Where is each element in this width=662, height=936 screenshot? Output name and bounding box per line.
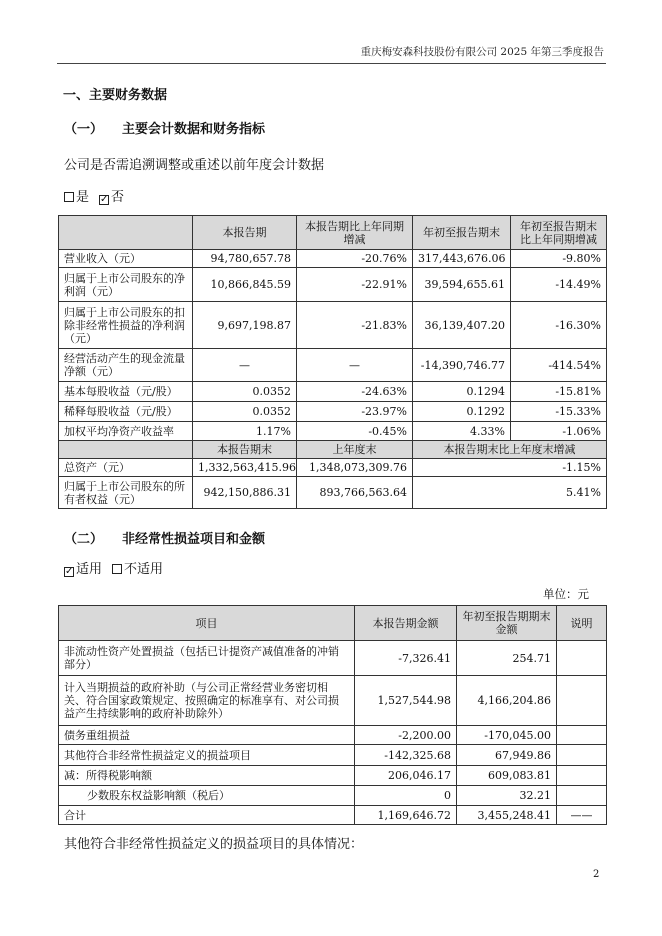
value-cell: 36,139,407.20 [413,302,511,349]
value-cell: -20.76% [297,250,413,268]
table-row [59,786,607,806]
row-label: 债务重组损益 [59,726,355,745]
value-cell: 0.0352 [193,382,297,402]
row-label: 其他符合非经常性损益定义的损益项目 [59,745,355,766]
table-row [59,641,607,676]
value-cell: — [297,349,413,382]
value-cell: 94,780,657.78 [193,250,297,268]
value-cell: 0.1292 [413,402,511,422]
table-row [59,806,607,825]
value-cell: 4,166,204.86 [457,676,557,726]
header-cell [59,216,193,250]
table-row [59,302,607,349]
row-label: 归属于上市公司股东的净利润（元） [59,268,193,302]
row-label: 基本每股收益（元/股） [59,382,193,402]
header-cell: 本报告期末比上年度末增减 [413,441,607,459]
table-row [59,745,607,766]
row-label: 少数股东权益影响额（税后） [59,786,355,806]
value-cell: -22.91% [297,268,413,302]
key-financial-table [58,215,607,509]
value-cell: 39,594,655.61 [413,268,511,302]
trailing-text: 其他符合非经常性损益定义的损益项目的具体情况： [64,837,364,852]
table-row [59,268,607,302]
note-cell: —— [557,806,607,825]
value-cell: 1,332,563,415.96 [193,459,297,477]
table-row [59,402,607,422]
subsection-label: 非经常性损益项目和金额 [122,532,266,547]
value-cell: 0 [355,786,457,806]
table-row [59,349,607,382]
header-rule [57,63,606,64]
table-row [59,422,607,441]
row-label: 归属于上市公司股东的所有者权益（元） [59,477,193,509]
table-row [59,766,607,786]
table-row [59,459,607,477]
subsection-title-2 [64,528,265,547]
row-label: 营业收入（元） [59,250,193,268]
row-label: 总资产（元） [59,459,193,477]
value-cell: 5.41% [413,477,607,509]
header-cell: 本报告期 [193,216,297,250]
row-label: 加权平均净资产收益率 [59,422,193,441]
page-number: 2 [593,869,600,880]
subsection-number: （一） [64,122,104,137]
applicable-checkbox[interactable]: ✓ [65,566,74,577]
value-cell: 1,169,646.72 [355,806,457,825]
value-cell: 0.0352 [193,402,297,422]
note-cell [557,726,607,745]
value-cell: 1.17% [193,422,297,441]
header-cell [59,441,193,459]
row-label: 减：所得税影响额 [59,766,355,786]
page-header: 重庆梅安森科技股份有限公司 2025 年第三季度报告 [360,46,604,58]
row-label: 非流动性资产处置损益（包括已计提资产减值准备的冲销部分） [59,641,355,676]
note-cell [557,676,607,726]
table-row [59,726,607,745]
value-cell: -0.45% [297,422,413,441]
value-cell: 3,455,248.41 [457,806,557,825]
header-cell: 本报告期末 [193,441,297,459]
value-cell: -1.15% [413,459,607,477]
applicable-label: 适用 [76,562,103,577]
yes-checkbox[interactable] [64,192,74,202]
note-cell [557,745,607,766]
value-cell: 10,866,845.59 [193,268,297,302]
value-cell: -16.30% [511,302,607,349]
header-cell: 说明 [557,606,607,641]
not-applicable-label: 不适用 [124,562,164,577]
header-cell: 年初至报告期末比上年同期增减 [511,216,607,250]
value-cell: 942,150,886.31 [193,477,297,509]
value-cell: -15.81% [511,382,607,402]
value-cell: 0.1294 [413,382,511,402]
value-cell: 206,046.17 [355,766,457,786]
header-cell: 项目 [59,606,355,641]
value-cell: 1,527,544.98 [355,676,457,726]
applicability-choice [64,558,163,577]
row-label: 合计 [59,806,355,825]
table-row [59,676,607,726]
value-cell: 893,766,563.64 [297,477,413,509]
restatement-question: 公司是否需追溯调整或重述以前年度会计数据 [64,158,325,173]
value-cell: -14.49% [511,268,607,302]
value-cell: 254.71 [457,641,557,676]
value-cell: -170,045.00 [457,726,557,745]
section-title: 一、主要财务数据 [63,88,168,103]
note-cell [557,766,607,786]
row-label: 经营活动产生的现金流量净额（元） [59,349,193,382]
row-label: 计入当期损益的政府补助（与公司正常经营业务密切相关、符合国家政策规定、按照确定的标准享有、对公司损益产生持续影响的政府补助除外） [59,676,355,726]
value-cell: 9,697,198.87 [193,302,297,349]
value-cell: 1,348,073,309.76 [297,459,413,477]
row-label: 归属于上市公司股东的扣除非经常性损益的净利润（元） [59,302,193,349]
header-cell: 本报告期金额 [355,606,457,641]
value-cell: 609,083.81 [457,766,557,786]
header-cell: 本报告期比上年同期增减 [297,216,413,250]
value-cell: -24.63% [297,382,413,402]
no-label: 否 [111,190,125,205]
table-row [59,382,607,402]
value-cell: -1.06% [511,422,607,441]
non-recurring-items-table [58,605,607,825]
subsection-number: （二） [64,532,104,547]
note-cell [557,786,607,806]
value-cell: -142,325.68 [355,745,457,766]
value-cell: -14,390,746.77 [413,349,511,382]
value-cell: -23.97% [297,402,413,422]
subsection-label: 主要会计数据和财务指标 [122,122,266,137]
unit-label: 单位：元 [543,587,589,601]
value-cell: -15.33% [511,402,607,422]
not-applicable-checkbox[interactable] [112,564,122,574]
no-checkbox[interactable]: ✓ [100,194,109,205]
value-cell: -414.54% [511,349,607,382]
table-row [59,250,607,268]
header-cell: 年初至报告期末 [413,216,511,250]
note-cell [557,641,607,676]
table-row [59,477,607,509]
value-cell: — [193,349,297,382]
value-cell: -7,326.41 [355,641,457,676]
header-cell: 上年度末 [297,441,413,459]
value-cell: 67,949.86 [457,745,557,766]
yes-label: 是 [76,190,90,205]
restatement-choice [64,186,124,205]
subsection-title-1 [64,118,265,137]
header-cell: 年初至报告期期末金额 [457,606,557,641]
row-label: 稀释每股收益（元/股） [59,402,193,422]
value-cell: 4.33% [413,422,511,441]
value-cell: -2,200.00 [355,726,457,745]
value-cell: -21.83% [297,302,413,349]
value-cell: 317,443,676.06 [413,250,511,268]
value-cell: -9.80% [511,250,607,268]
value-cell: 32.21 [457,786,557,806]
